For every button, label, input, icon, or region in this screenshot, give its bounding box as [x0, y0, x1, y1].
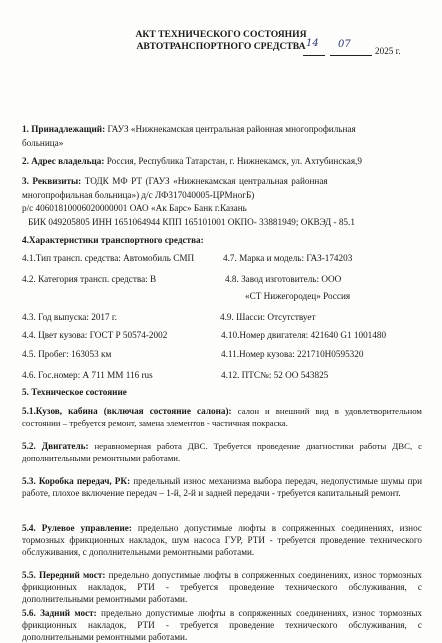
char-4-4: 4.4. Цвет кузова: ГОСТ Р 50574-2002 — [22, 330, 168, 340]
para-5-5: 5.5. Передний мост: предельно допустимые люфты в сопряженных соединениях, износ тормозных фрикционных накладок, РТИ - требуется проведение технического обслуживания, с дополнительными ремонтными работами. — [22, 570, 422, 604]
char-4-9: 4.9. Шасси: Отсутствует — [220, 312, 316, 322]
char-4-6: 4.6. Гос.номер: А 711 ММ 116 rus — [22, 370, 153, 380]
char-4-5: 4.5. Пробег: 163053 км — [22, 349, 112, 359]
address-line — [22, 155, 362, 167]
doc-title-line1: АКТ ТЕХНИЧЕСКОГО СОСТОЯНИЯ — [135, 29, 307, 40]
char-4-12: 4.12. ПТС№: 52 ОО 543825 — [221, 370, 329, 380]
char-4-10: 4.10.Номер двигателя: 421640 G1 1001480 — [221, 330, 387, 340]
date-month-handwritten: 07 — [338, 39, 351, 50]
requisites-line3: р/с 40601810006020000001 ОАО «Ак Барс» Банк г.Казань — [22, 203, 247, 213]
date-day-handwritten: 14 — [306, 38, 319, 49]
owner-text: ГАУЗ «Нижнекамская центральная районная многопрофильная — [105, 124, 356, 134]
requisites-label: 3. Реквизиты: — [22, 176, 82, 186]
tech-state-heading: 5. Техническое состояние — [22, 387, 127, 397]
char-4-3: 4.3. Год выпуска: 2017 г. — [22, 312, 117, 322]
address-text: Россия, Республика Татарстан, г. Нижнекамск, ул. Ахтубинская,9 — [104, 156, 362, 166]
address-label: 2. Адрес владельца: — [22, 156, 105, 166]
char-4-7: 4.7. Марка и модель: ГАЗ-174203 — [223, 253, 353, 263]
char-4-11: 4.11.Номер кузова: 221710H0595320 — [221, 349, 364, 359]
date-year: 2025 г. — [375, 46, 401, 56]
requisites-line4: БИК 049205805 ИНН 1651064944 КПП 165101001 ОКПО- 33881949; ОКВЭД - 85.1 — [28, 217, 355, 227]
para-5-4: 5.4. Рулевое управление: предельно допустимые люфты в сопряженных соединениях, износ тормозных фрикционных накладок, шум насоса ГУР, РТИ - требуется проведение технического обслуживания, с дополнительными ремонтными работами. — [22, 523, 422, 557]
owner-line — [22, 123, 356, 135]
para-5-2: 5.2. Двигатель: неравномерная работа ДВС. Требуется проведение диагностики работы ДВС, с дополнительными ремонтными работами. — [22, 441, 422, 463]
characteristics-heading: 4.Характеристики транспортного средства: — [22, 235, 204, 245]
char-4-8: 4.8. Завод изготовитель: ООО — [225, 274, 342, 284]
char-4-2: 4.2. Категория трансп. средства: В — [22, 274, 157, 284]
doc-title-line2: АВТОТРАНСПОРТНОГО СРЕДСТВА — [136, 41, 306, 52]
para-5-1: 5.1.Кузов, кабина (включая состояние салона): салон и внешний вид в удовлетворительном состоянии – требуется ремонт, замена элементов - частичная покраска. — [22, 406, 422, 428]
requisites-line1: 3. Реквизиты: ТОДК МФ РТ (ГАУЗ «Нижнекамская центральная районная — [22, 176, 328, 186]
char-4-1: 4.1.Тип трансп. средства: Автомобиль СМП — [22, 253, 195, 263]
para-5-3: 5.3. Коробка передач, РК: предельный износ механизма выбора передач, недопустимые шумы при работе, плохое включение передач – 1-й, 2-й и задней передачи - требуется капитальный ремонт. — [22, 476, 422, 498]
owner-line2: больница» — [22, 138, 64, 148]
char-4-8-cont: «СТ Нижегородец» Россия — [245, 291, 351, 301]
requisites-line2: многопрофильная больница») д/с ЛФ317040005-ЦРМногБ) — [22, 190, 255, 200]
para-5-6: 5.6. Задний мост: предельно допустимые люфты в сопряженных соединениях, износ тормозных фрикционных накладок, РТИ - требуется проведение технического обслуживания, с дополнительными ремонтными работами. — [22, 608, 422, 642]
owner-label: 1. Принадлежащий: — [22, 124, 106, 134]
